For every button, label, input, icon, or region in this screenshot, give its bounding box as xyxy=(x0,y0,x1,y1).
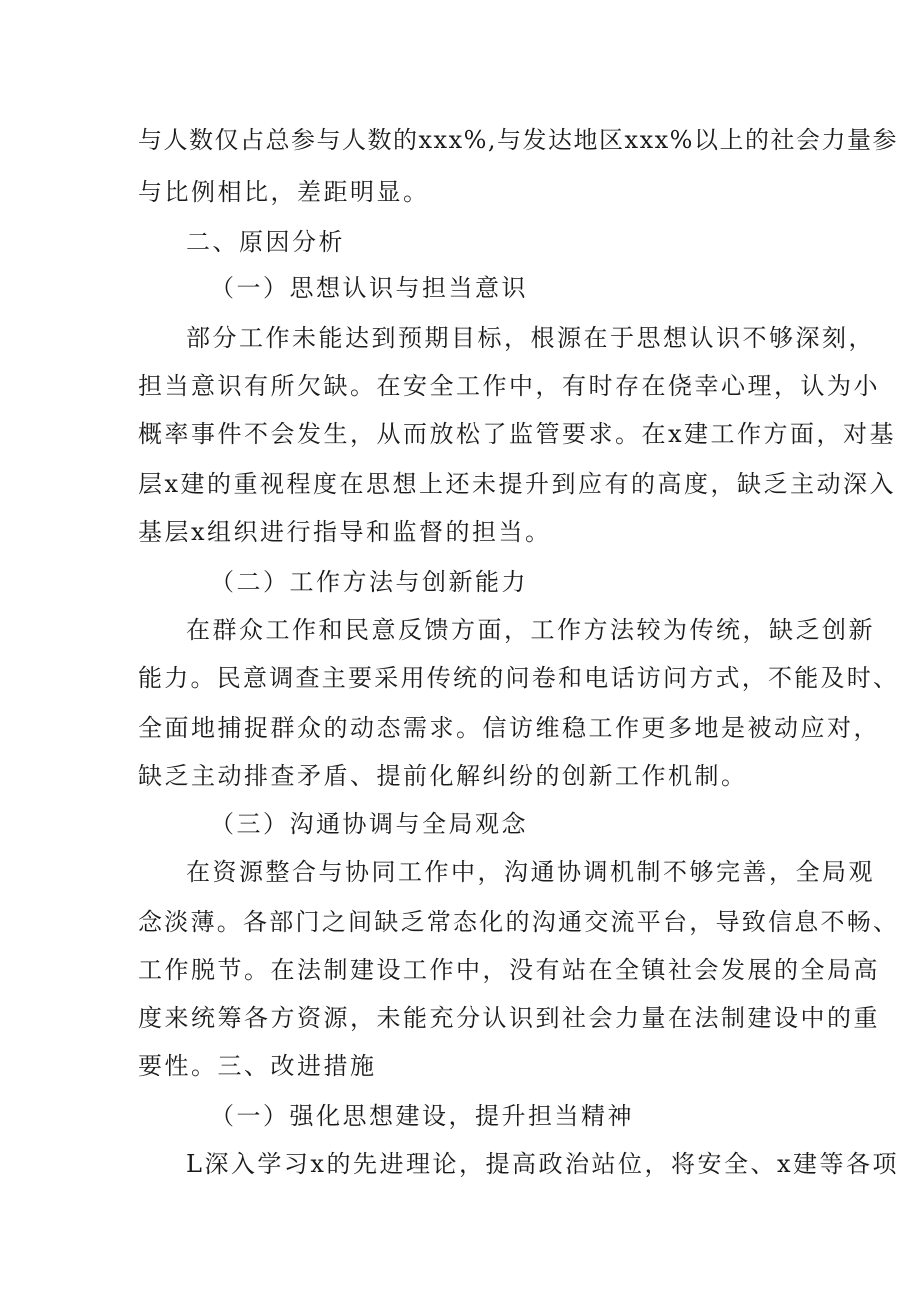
body-line: 度来统筹各方资源，未能充分认识到社会力量在法制建设中的重 xyxy=(138,1004,880,1032)
body-line: 要性。三、改进措施 xyxy=(138,1052,377,1080)
body-line: 能力。民意调查主要采用传统的问卷和电话访问方式，不能及时、 xyxy=(138,664,900,692)
body-line: 部分工作未能达到预期目标，根源在于思想认识不够深刻， xyxy=(186,324,875,352)
subsection-heading: （一）强化思想建设，提升担当精神 xyxy=(210,1102,634,1130)
body-line: 概率事件不会发生，从而放松了监管要求。在x建工作方面，对基 xyxy=(138,420,897,448)
body-line: 与人数仅占总参与人数的xxx%,与发达地区xxx%以上的社会力量参 xyxy=(138,126,898,154)
subsection-heading: （三）沟通协调与全局观念 xyxy=(210,810,528,838)
body-line: L深入学习x的先进理论，提高政治站位，将安全、x建等各项 xyxy=(186,1150,900,1178)
body-line: 全面地捕捉群众的动态需求。信访维稳工作更多地是被动应对， xyxy=(138,714,880,742)
body-line: 缺乏主动排查矛盾、提前化解纠纷的创新工作机制。 xyxy=(138,762,748,790)
section-heading: 二、原因分析 xyxy=(186,228,345,256)
body-line: 念淡薄。各部门之间缺乏常态化的沟通交流平台，导致信息不畅、 xyxy=(138,908,900,936)
body-line: 与比例相比，差距明显。 xyxy=(138,178,430,206)
body-line: 工作脱节。在法制建设工作中，没有站在全镇社会发展的全局高 xyxy=(138,956,880,984)
body-line: 基层x组织进行指导和监督的担当。 xyxy=(138,518,552,546)
subsection-heading: （一）思想认识与担当意识 xyxy=(210,274,528,302)
body-line: 在资源整合与协同工作中，沟通协调机制不够完善，全局观 xyxy=(186,858,875,886)
body-line: 层x建的重视程度在思想上还未提升到应有的高度，缺乏主动深入 xyxy=(138,470,897,498)
body-line: 在群众工作和民意反馈方面，工作方法较为传统，缺乏创新 xyxy=(186,616,875,644)
subsection-heading: （二）工作方法与创新能力 xyxy=(210,568,528,596)
body-line: 担当意识有所欠缺。在安全工作中，有时存在侥幸心理，认为小 xyxy=(138,372,880,400)
